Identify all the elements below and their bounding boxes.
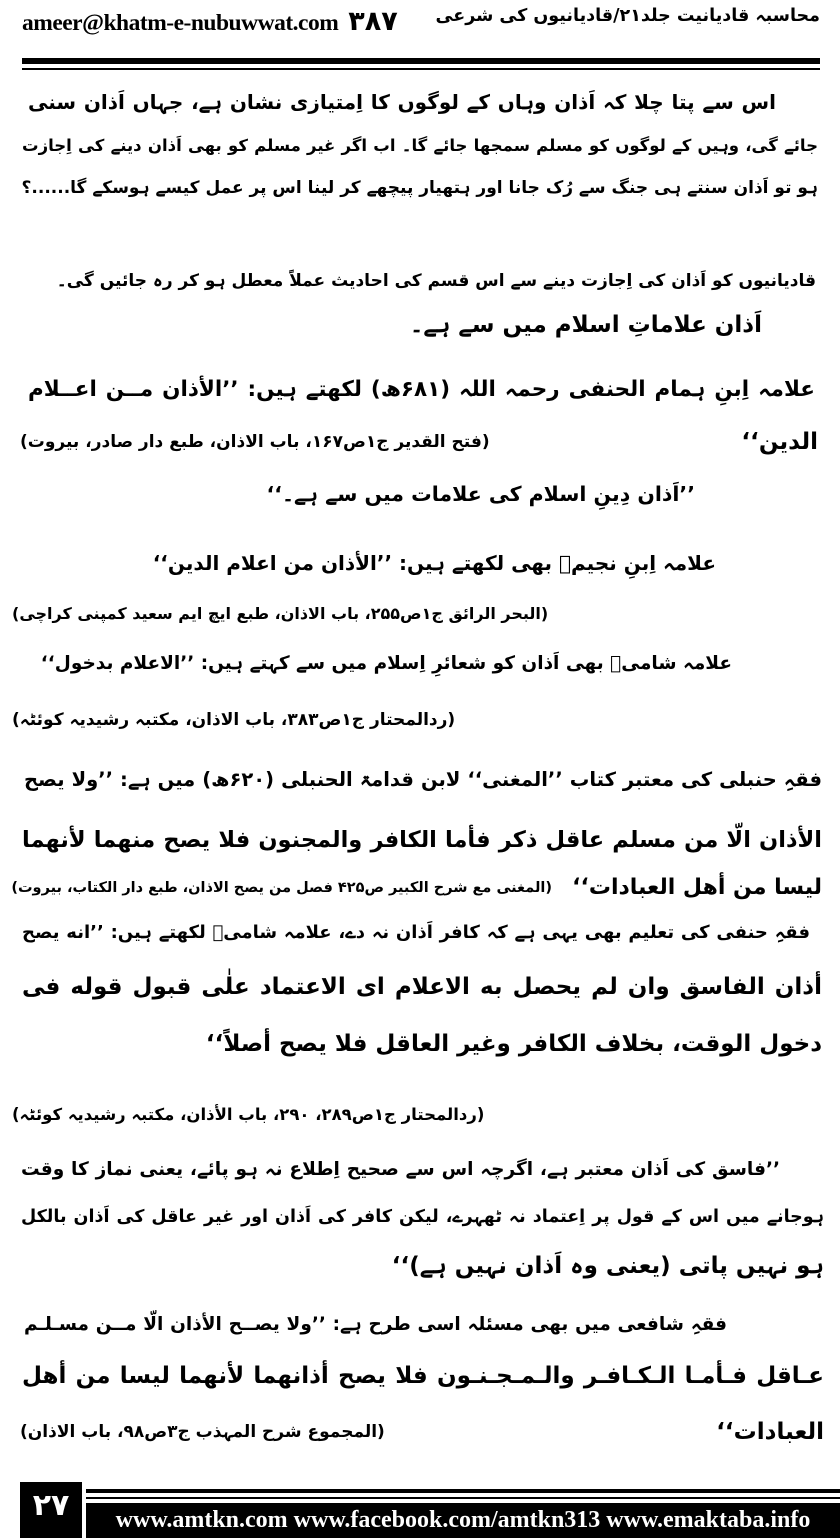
- header-email: ameer@khatm-e-nubuwwat.com: [22, 10, 339, 36]
- body-line: قادیانیوں کو اَذان کی اِجازت دینے سے اس قسم کی احادیث عملاً معطل ہو کر رہ جائیں گی۔: [56, 271, 816, 291]
- body-line: عـاقل فـأمـا الـکـافـر والـمـجـنـون فلا یصح أذانهما لأنهما لیسا من أهل: [22, 1363, 824, 1389]
- reference-citation: (ردالمحتار ج۱ص۳۸۳، باب الاذان، مکتبہ رشیدیہ کوئٹہ): [12, 710, 456, 730]
- reference-citation: (فتح القدیر ج۱ص۱۶۷، باب الاذان، طبع دار صادر، بیروت): [20, 432, 490, 452]
- body-line: اس سے پتا چلا کہ اَذان وہاں کے لوگوں کا اِمتیازی نشان ہے، جہاں اَذان سنی: [28, 90, 776, 114]
- body-line: دخول الوقت، بخلاف الکافر وغیر العاقل فلا یصح أصلاً‘‘: [205, 1031, 822, 1057]
- header-page-number: ۳۸۷: [348, 6, 398, 37]
- body-line: فقہِ حنفی کی تعلیم بھی یہی ہے کہ کافر اَذان نہ دے، علامہ شامیؒ لکھتے ہیں: ’’انه یصح: [22, 922, 810, 943]
- body-line: علامہ اِبنِ ہمام الحنفی رحمہ اللہ (۶۸۱ھ) لکھتے ہیں: ’’الأذان مــن اعــلام: [28, 377, 815, 402]
- body-line: ہو تو اَذان سنتے ہی جنگ سے رُک جانا اور ہتھیار پیچھے کر لینا اس پر عمل کیسے ہوسکے گا......؟: [21, 178, 818, 198]
- footer-links[interactable]: www.amtkn.com www.facebook.com/amtkn313 www.emaktaba.info: [86, 1503, 840, 1538]
- body-line: اَذان علاماتِ اسلام میں سے ہے۔: [409, 312, 762, 338]
- header-rule-thin: [22, 68, 820, 70]
- body-line: فقہِ حنبلی کی معتبر کتاب ’’المغنی‘‘ لابن قدامۃ الحنبلی (۶۲۰ھ) میں ہے: ’’ولا یصح: [24, 768, 822, 791]
- footer-rule-thin: [86, 1497, 840, 1499]
- body-line: ’’فاسق کی اَذان معتبر ہے، اگرچہ اس سے صحیح اِطلاع نہ ہو پائے، یعنی نماز کا وقت: [21, 1159, 780, 1180]
- body-line: ہو نہیں پاتی (یعنی وہ اَذان نہیں ہے)‘‘: [391, 1253, 824, 1279]
- body-line: أذان الفاسق وان لم یحصل به الاعلام ای الاعتماد علٰی قبول قوله فی: [22, 974, 822, 1000]
- body-line: العبادات‘‘: [716, 1419, 824, 1445]
- reference-citation: (ردالمحتار ج۱ص۲۸۹، ۲۹۰، باب الأذان، مکتبہ رشیدیہ کوئٹہ): [12, 1105, 485, 1124]
- header-rule-thick: [22, 58, 820, 64]
- body-line: الأذان الّا من مسلم عاقل ذکر فأما الکافر والمجنون فلا یصح منهما لأنهما: [22, 827, 822, 853]
- reference-citation: (المغنی مع شرح الکبیر ص۴۲۵ فصل من یصح الاذان، طبع دار الکتاب، بیروت): [11, 880, 552, 896]
- footer-rule: [86, 1489, 840, 1493]
- body-line: ہوجانے میں اس کے قول پر اِعتماد نہ ٹھہرے، لیکن کافر کی اَذان اور غیر عاقل کی اَذان بالکل: [21, 1207, 824, 1227]
- body-line: جائے گی، وہیں کے لوگوں کو مسلم سمجھا جائے گا۔ اب اگر غیر مسلم کو بھی اَذان دینے کی اِجازت: [22, 136, 818, 155]
- body-line: علامہ اِبنِ نجیمؒ بھی لکھتے ہیں: ’’الأذان من اعلام الدین‘‘: [152, 551, 716, 575]
- header-left: [22, 6, 402, 37]
- reference-citation: (البحر الرائق ج۱ص۲۵۵، باب الاذان، طبع ایچ ایم سعید کمپنی کراچی): [12, 604, 549, 623]
- header-book-title: محاسبہ قادیانیت جلد۲۱/قادیانیوں کی شرعی: [435, 6, 820, 26]
- body-line: فقہِ شافعی میں بھی مسئلہ اسی طرح ہے: ’’ولا یصــح الأذان الّا مــن مسـلـم: [24, 1314, 727, 1335]
- reference-citation: (المجموع شرح المہذب ج۳ص۹۸، باب الاذان): [20, 1422, 385, 1442]
- footer-page-number: ۲۷: [20, 1482, 82, 1538]
- body-line: علامہ شامیؒ بھی اَذان کو شعائرِ اِسلام میں سے کہتے ہیں: ’’الاعلام بدخول‘‘: [40, 653, 732, 674]
- body-line: لیسا من أهل العبادات‘‘: [572, 875, 822, 900]
- body-line: ’’اَذان دِینِ اسلام کی علامات میں سے ہے۔‘‘: [266, 482, 695, 506]
- body-line: الدین‘‘: [741, 429, 818, 455]
